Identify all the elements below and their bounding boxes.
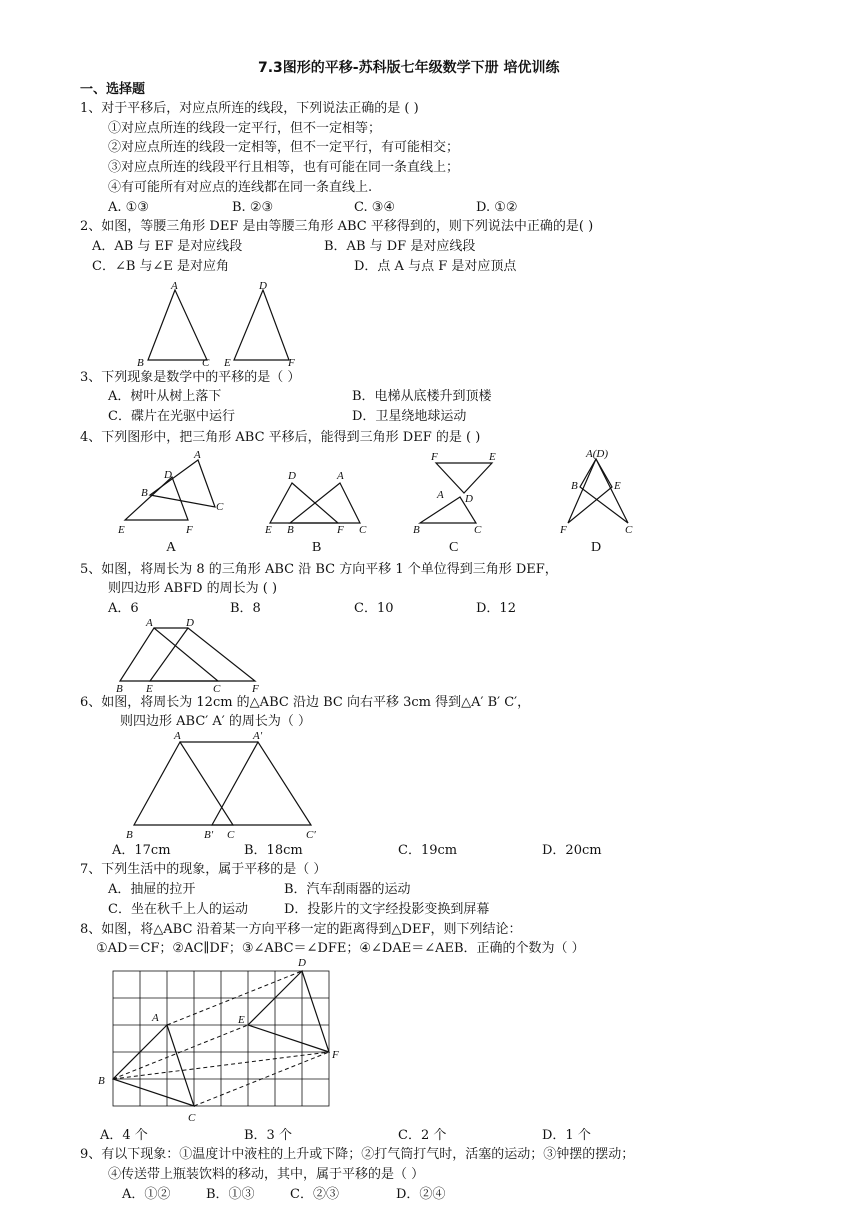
q9-stem-2: ④传送带上瓶装饮料的移动，其中，属于平移的是（ ） <box>108 1167 425 1182</box>
q7-stem: 7、下列生活中的现象，属于平移的是（ ） <box>80 862 327 877</box>
q4-figure <box>110 445 650 555</box>
q7-option-a: A．抽屉的拉开 <box>108 882 196 897</box>
q3-option-d: D．卫星绕地球运动 <box>352 409 467 424</box>
q5-label-c: C <box>213 683 221 694</box>
q3-option-b: B．电梯从底楼升到顶楼 <box>352 389 492 404</box>
q8-grid <box>113 971 329 1106</box>
q3-option-c: C．碟片在光驱中运行 <box>108 409 235 424</box>
q4-caption-a: A <box>166 540 177 555</box>
q4-figure-a <box>117 449 224 555</box>
q4-caption-c: C <box>449 540 459 555</box>
q6-option-b: B．18cm <box>244 843 303 858</box>
q8-option-d: D．1 个 <box>542 1128 591 1143</box>
q5-label-b: B <box>116 683 123 694</box>
q8-option-a: A．4 个 <box>100 1128 148 1143</box>
q7-option-b: B．汽车刮雨器的运动 <box>284 882 411 897</box>
q6-option-d: D．20cm <box>542 843 602 858</box>
svg-text:B: B <box>413 524 420 536</box>
q2-option-c: C．∠B 与∠E 是对应角 <box>92 259 230 274</box>
q8-label-f: F <box>332 1049 339 1061</box>
svg-text:E: E <box>489 451 496 463</box>
q6-label-b-prime: B′ <box>204 829 214 841</box>
q5-label-a: A <box>146 617 153 629</box>
q4-caption-b: B <box>312 540 322 555</box>
q5-option-d: D．12 <box>476 601 516 616</box>
svg-text:B: B <box>571 480 578 492</box>
q2-triangle-abc <box>148 290 207 360</box>
q5-triangle-def <box>150 628 255 681</box>
q3-option-a: A．树叶从树上落下 <box>108 389 222 404</box>
q9-option-c: C．②③ <box>290 1187 339 1202</box>
q6-figure <box>118 728 328 842</box>
q6-label-b: B <box>126 829 133 841</box>
svg-text:C: C <box>359 524 367 536</box>
q9-option-d: D．②④ <box>396 1187 446 1202</box>
q1-option-a: A. ①③ <box>108 200 149 215</box>
q2-label-c: C <box>202 357 210 369</box>
svg-text:F: F <box>560 524 567 536</box>
q6-option-c: C．19cm <box>398 843 458 858</box>
q6-triangle-abc <box>134 742 233 825</box>
q1-option-b: B. ②③ <box>232 200 274 215</box>
q5-stem: 5、如图，将周长为 8 的三角形 ABC 沿 BC 方向平移 1 个单位得到三角形 DEF， <box>80 562 558 577</box>
q2-label-d: D <box>259 280 267 292</box>
q2-option-b: B．AB 与 DF 是对应线段 <box>324 239 476 254</box>
svg-text:E: E <box>614 480 621 492</box>
q2-triangle-def <box>234 290 289 360</box>
q1-statement-4: ④有可能所有对应点的连线都在同一条直线上. <box>108 180 373 195</box>
q4-stem: 4、下列图形中，把三角形 ABC 平移后，能得到三角形 DEF 的是 ( ) <box>80 430 481 445</box>
q1-statement-2: ②对应点所连的线段一定相等，但不一定平行，有可能相交； <box>108 140 460 155</box>
q1-statement-3: ③对应点所连的线段平行且相等，也有可能在同一条直线上； <box>108 160 460 175</box>
svg-text:B: B <box>287 524 294 536</box>
q8-label-a: A <box>152 1012 159 1024</box>
q3-stem: 3、下列现象是数学中的平移的是（ ） <box>80 370 301 385</box>
q2-label-a: A <box>171 280 178 292</box>
svg-text:B: B <box>141 487 148 499</box>
page-title: 7.3图形的平移-苏科版七年级数学下册 培优训练 <box>258 60 560 76</box>
q2-stem: 2、如图，等腰三角形 DEF 是由等腰三角形 ABC 平移得到的，则下列说法中正确的是( ) <box>80 219 594 234</box>
q8-label-e: E <box>238 1014 245 1026</box>
q6-label-c-prime: C′ <box>306 829 316 841</box>
q8-stem-2: ①AD＝CF；②AC∥DF；③∠ABC＝∠DFE；④∠DAE＝∠AEB．正确的个数为（ ） <box>96 941 585 956</box>
svg-text:C: C <box>216 501 224 513</box>
q2-figure <box>125 280 315 370</box>
q7-option-c: C．坐在秋千上人的运动 <box>108 902 248 917</box>
q8-label-d: D <box>298 957 306 969</box>
q1-option-d: D. ①② <box>476 200 518 215</box>
q4-figure-c <box>413 451 496 555</box>
svg-text:A: A <box>194 449 201 461</box>
q4-figure-d <box>559 448 633 555</box>
q8-label-b: B <box>98 1075 105 1087</box>
svg-text:C: C <box>625 524 633 536</box>
section-heading: 一、选择题 <box>80 82 146 97</box>
q5-figure <box>110 616 280 694</box>
q6-triangle-abc-prime <box>212 742 311 825</box>
q8-option-c: C．2 个 <box>398 1128 447 1143</box>
q9-stem: 9、有以下现象：①温度计中液柱的上升或下降；②打气筒打气时，活塞的运动；③钟摆的摆动； <box>80 1147 635 1162</box>
svg-text:D: D <box>288 470 296 482</box>
q5-option-b: B．8 <box>230 601 261 616</box>
q2-label-f: F <box>288 357 295 369</box>
q6-label-c: C <box>227 829 235 841</box>
q8-stem: 8、如图，将△ABC 沿着某一方向平移一定的距离得到△DEF，则下列结论： <box>80 922 522 937</box>
svg-text:D: D <box>164 469 172 481</box>
q2-label-b: B <box>137 357 144 369</box>
q4-caption-d: D <box>591 540 602 555</box>
svg-text:F: F <box>186 524 193 536</box>
q4-figure-b <box>264 470 367 555</box>
q1-stem: 1、对于平移后，对应点所连的线段，下列说法正确的是 ( ) <box>80 101 419 116</box>
q1-option-c: C. ③④ <box>354 200 396 215</box>
q5-option-c: C．10 <box>354 601 394 616</box>
q8-label-c: C <box>188 1112 196 1124</box>
q8-triangle-def <box>248 971 329 1052</box>
q8-figure <box>92 955 352 1127</box>
q6-option-a: A．17cm <box>112 843 171 858</box>
q9-option-b: B．①③ <box>206 1187 255 1202</box>
q5-label-f: F <box>252 683 259 694</box>
svg-text:C: C <box>474 524 482 536</box>
svg-text:E: E <box>118 524 125 536</box>
svg-text:D: D <box>465 493 473 505</box>
q5-option-a: A．6 <box>108 601 139 616</box>
q9-option-a: A．①② <box>122 1187 171 1202</box>
q5-label-e: E <box>146 683 153 694</box>
q6-label-a-prime: A′ <box>253 730 263 742</box>
q1-statement-1: ①对应点所连的线段一定平行，但不一定相等； <box>108 121 382 136</box>
q8-option-b: B．3 个 <box>244 1128 292 1143</box>
q7-option-d: D．投影片的文字经投影变换到屏幕 <box>284 902 490 917</box>
svg-text:F: F <box>431 451 438 463</box>
q5-label-d: D <box>186 617 194 629</box>
q6-label-a: A <box>174 730 181 742</box>
svg-text:A(D): A(D) <box>586 448 608 460</box>
q2-option-d: D．点 A 与点 F 是对应顶点 <box>354 259 517 274</box>
q8-triangle-abc <box>113 1025 194 1106</box>
q5-stem-2: 则四边形 ABFD 的周长为 ( ) <box>108 581 278 596</box>
q6-stem-2: 则四边形 ABC′ A′ 的周长为（ ） <box>120 714 311 729</box>
q2-option-a: A．AB 与 EF 是对应线段 <box>92 239 243 254</box>
svg-text:A: A <box>337 470 344 482</box>
q6-stem: 6、如图，将周长为 12cm 的△ABC 沿边 BC 向右平移 3cm 得到△A′ B′ C′， <box>80 695 531 710</box>
svg-text:E: E <box>265 524 272 536</box>
svg-text:F: F <box>337 524 344 536</box>
q2-label-e: E <box>224 357 231 369</box>
svg-text:A: A <box>437 489 444 501</box>
